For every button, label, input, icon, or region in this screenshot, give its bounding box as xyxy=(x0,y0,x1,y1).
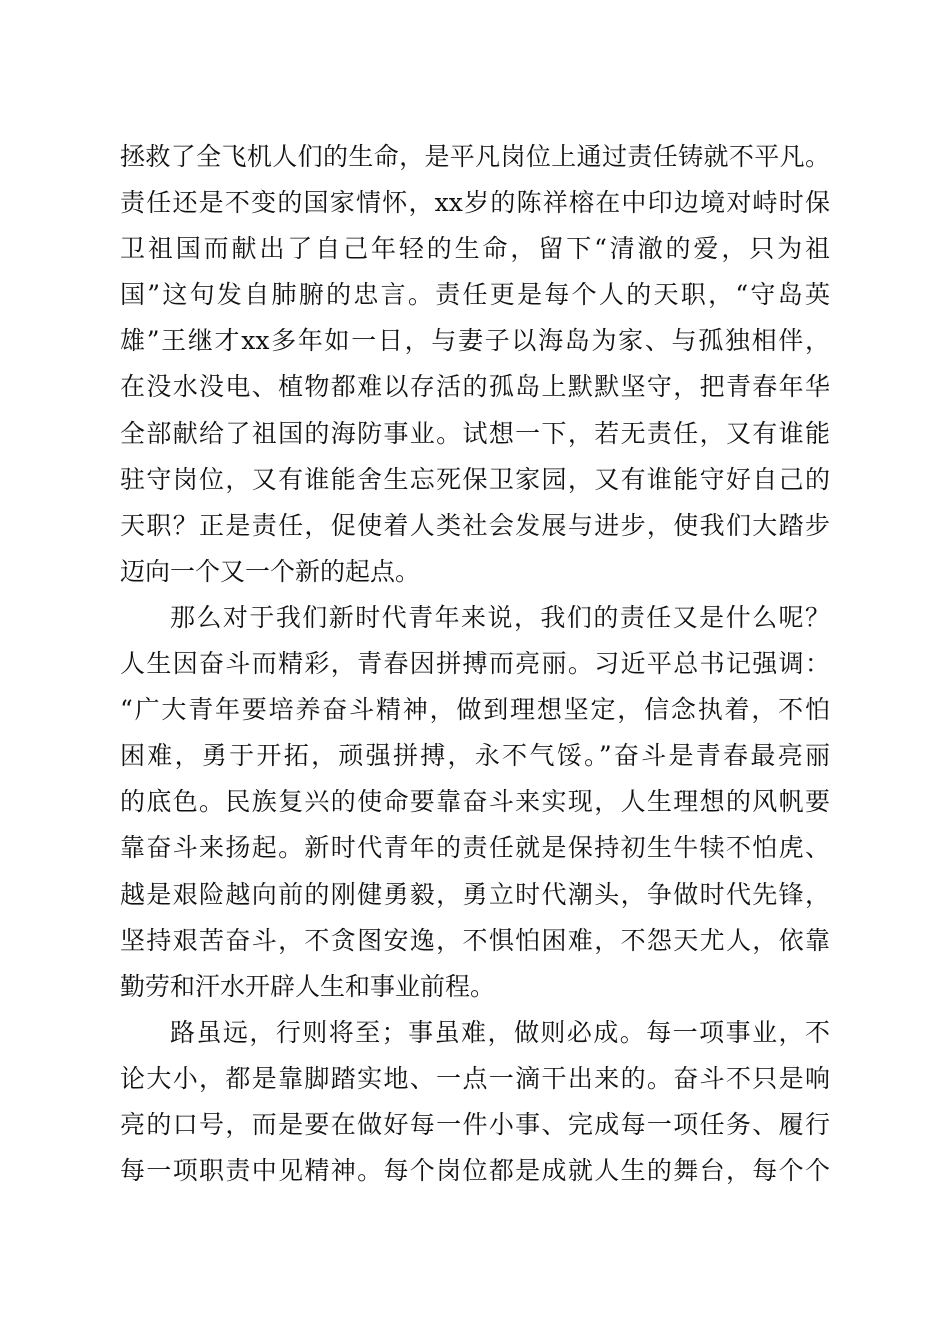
paragraph-start-line: 那么对于我们新时代青年来说，我们的责任又是什么呢？ xyxy=(170,602,830,632)
text-line: 拯救了全飞机人们的生命，是平凡岗位上通过责任铸就不平凡。 xyxy=(120,142,830,171)
paragraph-start-line: 路虽远，行则将至；事虽难，做则必成。每一项事业，不 xyxy=(170,1017,830,1047)
text-line: 国”这句发自肺腑的忠言。责任更是每个人的天职，“守岛英 xyxy=(120,280,830,310)
text-line: 靠奋斗来扬起。新时代青年的责任就是保持初生牛犊不怕虎、 xyxy=(120,833,830,863)
text-line: 迈向一个又一个新的起点。 xyxy=(120,556,421,586)
text-line: 越是艰险越向前的刚健勇毅，勇立时代潮头，争做时代先锋， xyxy=(120,879,830,909)
text-line: 卫祖国而献出了自己年轻的生命，留下“清澈的爱，只为祖 xyxy=(120,234,830,264)
text-line: “广大青年要培养奋斗精神，做到理想坚定，信念执着，不怕 xyxy=(120,695,830,725)
text-line: 坚持艰苦奋斗，不贪图安逸，不惧怕困难，不怨天尤人，依靠 xyxy=(120,925,830,955)
text-line: 天职？正是责任，促使着人类社会发展与进步，使我们大踏步 xyxy=(120,510,830,540)
document-body xyxy=(120,134,830,1194)
text-line: 雄”王继才xx多年如一日，与妻子以海岛为家、与孤独相伴， xyxy=(120,326,830,356)
text-line: 驻守岗位，又有谁能舍生忘死保卫家园，又有谁能守好自己的 xyxy=(120,464,830,494)
text-line: 责任还是不变的国家情怀，xx岁的陈祥榕在中印边境对峙时保 xyxy=(120,188,830,218)
text-line: 人生因奋斗而精彩，青春因拼搏而亮丽。习近平总书记强调： xyxy=(120,649,830,679)
text-line: 论大小，都是靠脚踏实地、一点一滴干出来的。奋斗不只是响 xyxy=(120,1063,830,1093)
text-line: 在没水没电、植物都难以存活的孤岛上默默坚守，把青春年华 xyxy=(120,372,830,402)
text-line: 亮的口号，而是要在做好每一件小事、完成每一项任务、履行 xyxy=(120,1109,830,1139)
text-line: 困难，勇于开拓，顽强拼搏，永不气馁。”奋斗是青春最亮丽 xyxy=(120,741,830,771)
text-line: 每一项职责中见精神。每个岗位都是成就人生的舞台，每个个 xyxy=(120,1156,830,1186)
text-line: 的底色。民族复兴的使命要靠奋斗来实现，人生理想的风帆要 xyxy=(120,787,830,817)
text-line: 全部献给了祖国的海防事业。试想一下，若无责任，又有谁能 xyxy=(120,418,830,448)
text-line: 勤劳和汗水开辟人生和事业前程。 xyxy=(120,971,496,1001)
